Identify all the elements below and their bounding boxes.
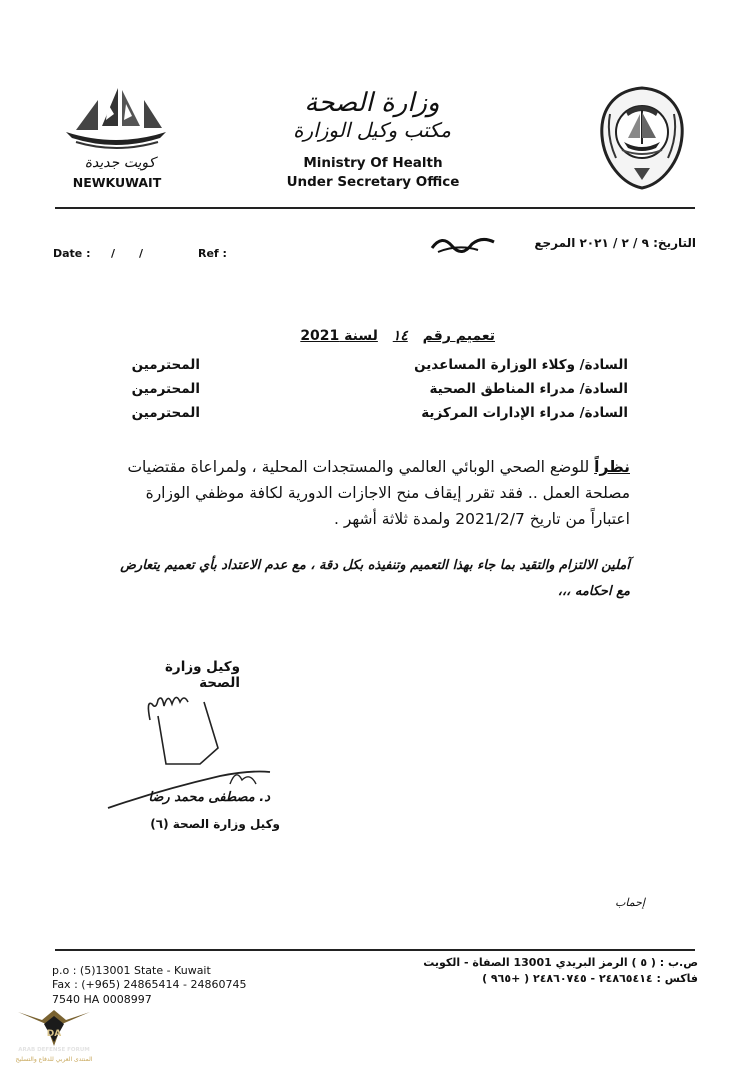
ministry-english-title: Ministry Of Health (303, 155, 443, 171)
forum-badge-text: DA (46, 1029, 62, 1039)
circular-number: ١٤ (392, 328, 408, 344)
footer-arabic-fax: فاكس : ٢٤٨٦٥٤١٤ - ٢٤٨٦٠٧٤٥ ( +٩٦٥ ) (482, 972, 698, 985)
circular-title (250, 328, 495, 344)
kuwait-emblem-icon (596, 84, 688, 192)
footer-po-box: p.o : (5)13001 State - Kuwait (52, 964, 211, 977)
office-arabic-title: مكتب وكيل الوزارة (293, 118, 451, 142)
footer-arabic-po-box: ص.ب : ( ٥ ) الرمز البريدي 13001 الصفاة - الكويت (423, 956, 698, 969)
header-divider (55, 207, 695, 209)
footer-code: 7540 HA 0008997 (52, 993, 152, 1006)
date-label: Date : (53, 247, 91, 260)
recipient-line: السادة/ مدراء المناطق الصحية (429, 381, 628, 397)
signatory-name: د. مصطفى محمد رضا (148, 790, 270, 805)
handwritten-reference-scribble (428, 230, 498, 256)
date-separator: / (139, 247, 144, 260)
recipient-honorific: المحترمين (131, 357, 200, 373)
forum-watermark-logo (16, 1006, 92, 1048)
handwritten-initials: إحماب (615, 896, 645, 909)
signatory-title: وكيل وزارة الصحة (164, 659, 240, 691)
forum-name-arabic: المنتدى العربي للدفاع والتسليح (15, 1056, 93, 1063)
forum-name-english: ARAB DEFENSE FORUM (18, 1047, 90, 1053)
arabic-date-reference: التاريخ: ٩ / ٢ / ٢٠٢١ المرجع (534, 236, 696, 250)
newkuwait-english-text: NEWKUWAIT (72, 175, 162, 190)
recipient-line: السادة/ مدراء الإدارات المركزية (421, 405, 628, 421)
body-text: للوضع الصحي الوبائي العالمي والمستجدات المحلية ، ولمراعاة مقتضيات مصلحة العمل .. فقد تقرر إيقاف منح الاجازات الدورية لكافة موظفي الوزارة اعتباراً من تاريخ 2021/2/7 ولمدة ثلاثة أشهر . (127, 458, 630, 528)
ref-label: Ref : (198, 247, 227, 260)
circular-number-label: تعميم رقم (422, 328, 495, 344)
footer-fax: Fax : (+965) 24865414 - 24860745 (52, 978, 247, 991)
recipient-honorific: المحترمين (131, 381, 200, 397)
office-english-title: Under Secretary Office (286, 174, 460, 190)
compliance-note: آملين الالتزام والتقيد بما جاء بهذا التعميم وتنفيذه بكل دقة ، مع عدم الاعتداد بأي تعميم يتعارض مع احكامه ،،، (120, 558, 630, 599)
recipient-line: السادة/ وكلاء الوزارة المساعدين (414, 357, 628, 373)
signatory-role: وكيل وزارة الصحة (٦) (150, 817, 280, 831)
newkuwait-logo (62, 86, 170, 154)
newkuwait-arabic-text: كويت جديدة (84, 155, 156, 171)
ministry-arabic-title: وزارة الصحة (304, 88, 440, 118)
circular-year: لسنة 2021 (300, 328, 378, 344)
date-separator: / (111, 247, 116, 260)
body-lead-word: نظراً (594, 458, 630, 476)
recipient-honorific: المحترمين (131, 405, 200, 421)
circular-body (110, 454, 630, 532)
footer-divider (55, 949, 695, 951)
